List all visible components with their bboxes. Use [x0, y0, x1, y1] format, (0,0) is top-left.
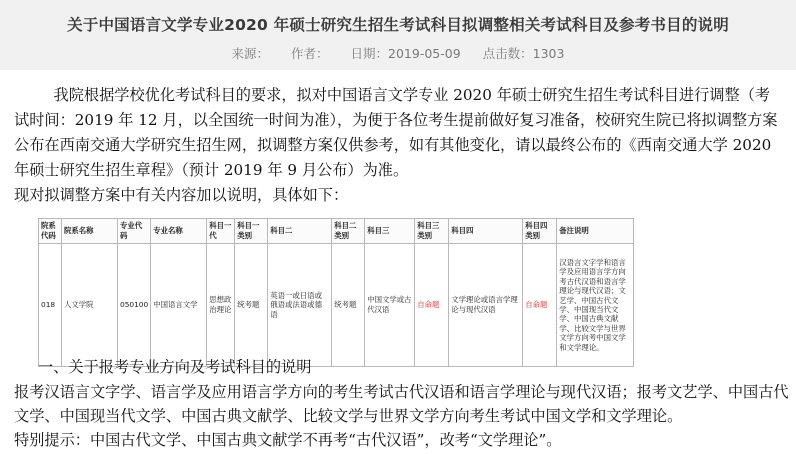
table-cell: 018	[39, 244, 62, 367]
table-cell: 050100	[118, 244, 151, 367]
table-header-cell: 科目三类别	[415, 219, 449, 244]
table-cell-note: 汉语言文字学和语言学及应用语言学方向考古代汉语和语言学理论与现代汉语；文艺学、中国古代文学、中国现当代文学、中国古典文献学、比较文学与世界文学方向考中国文学和文学理论。	[557, 244, 634, 367]
table-header-cell: 备注说明	[557, 219, 634, 244]
meta-views: 点击数：1303	[482, 46, 565, 61]
table-header-cell: 科目一类别	[235, 219, 268, 244]
table-cell: 自命题	[523, 244, 557, 367]
table-header-cell: 院系名称	[62, 219, 118, 244]
table-header-cell: 科目四类别	[523, 219, 557, 244]
section-paragraph: 报考汉语言文字学、语言学及应用语言学方向的考生考试古代汉语和语言学理论与现代汉语；报考文艺学、中国古代文学、中国现当代文学、中国古典文献学、比较文学与世界文学方向考生考试中国文学和文学理论。	[14, 383, 789, 425]
meta-source: 来源：	[231, 46, 270, 61]
intro-lead-in: 现对拟调整方案中有关内容加以说明，具体如下：	[14, 186, 349, 204]
meta-author: 作者：	[291, 46, 329, 61]
table-cell: 中国语言文学	[151, 244, 207, 367]
section-body	[14, 380, 790, 452]
table-cell: 英语一或日语或俄语或法语或德语	[268, 244, 332, 367]
section-heading: 一、关于报考专业方向及考试科目的说明	[38, 358, 312, 376]
table-row	[39, 244, 634, 367]
table-header-cell: 科目二	[268, 219, 332, 244]
meta-date: 日期：2019-05-09	[350, 46, 461, 61]
article-header	[0, 0, 796, 70]
table-header-row	[39, 219, 634, 244]
special-notice: 特别提示：中国古代文学、中国古典文献学不再考“古代汉语”，改考“文学理论”。	[14, 431, 562, 449]
table-cell: 统考题	[235, 244, 268, 367]
table-header-cell: 科目二类别	[332, 219, 365, 244]
table-cell: 人文学院	[62, 244, 118, 367]
table-header-cell: 科目一代	[207, 219, 235, 244]
table-cell: 思想政治理论	[207, 244, 235, 367]
exam-subjects-table	[38, 218, 634, 367]
table-header-cell: 专业名称	[151, 219, 207, 244]
table-cell: 自命题	[415, 244, 449, 367]
table-header-cell: 专业代码	[118, 219, 151, 244]
table-cell: 统考题	[332, 244, 365, 367]
intro-paragraph: 我院根据学校优化考试科目的要求，拟对中国语言文学专业 2020 年硕士研究生招生考试科目进行调整（考试时间：2019 年 12 月，以全国统一时间为准），为便于各位考生提前做好复习准备，校研究生院已将拟调整方案公布在西南交通大学研究生招生网，拟调整方案仅供参考，如有其他变化，请以最终公布的《西南交通大学 2020 年硕士研究生招生章程》（预计 2019 年 9 月公布）为准。	[14, 86, 778, 179]
article-title: 关于中国语言文学专业2020 年硕士研究生招生考试科目拟调整相关考试科目及参考书目的说明	[67, 16, 729, 34]
table-header-cell: 科目三	[365, 219, 415, 244]
table-header-cell: 院系代码	[39, 219, 62, 244]
table-cell: 中国文学或古代汉语	[365, 244, 415, 367]
article-meta	[0, 44, 796, 62]
table-header-cell: 科目四	[449, 219, 523, 244]
table-cell: 文学理论或语言学理论与现代汉语	[449, 244, 523, 367]
intro-text	[14, 83, 784, 208]
